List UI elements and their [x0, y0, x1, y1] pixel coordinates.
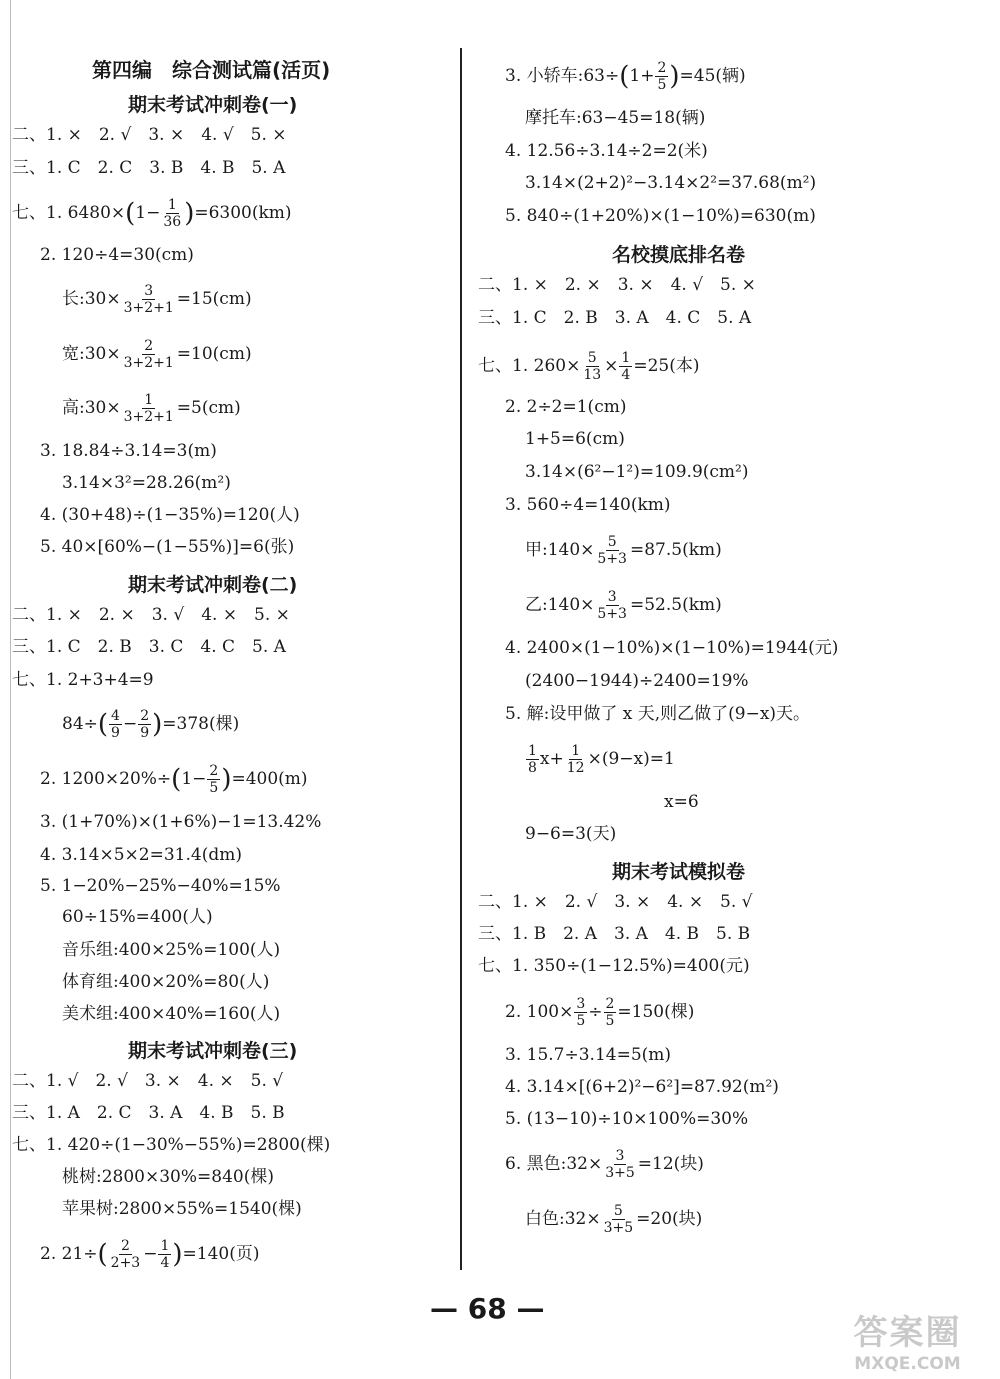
exam1-title: 期末考试冲刺卷(一): [128, 94, 298, 116]
page-edge: [10, 0, 11, 1379]
fraction: $\frac{1}{8}$: [528, 743, 537, 776]
exam3-q1-apple: 苹果树:2800×55%=1540(棵): [62, 1199, 302, 1219]
exam3-q1-peach: 桃树:2800×30%=840(棵): [62, 1167, 274, 1187]
fraction: $\frac{3}{3+2+1}$: [123, 283, 174, 316]
fraction: $\frac{2}{5}$: [209, 763, 219, 796]
exam2-q3: 3. (1+70%)×(1+6%)−1=13.42%: [40, 812, 322, 832]
exam3-title: 期末考试冲刺卷(三): [128, 1040, 298, 1062]
exam2-title: 期末考试冲刺卷(二): [128, 574, 298, 596]
column-divider: [460, 48, 462, 1270]
fraction: $\frac{5}{13}$: [583, 350, 602, 383]
mingxiao-title: 名校摸底排名卷: [612, 244, 746, 266]
exam2-q5-sports: 体育组:400×20%=80(人): [62, 972, 270, 992]
fraction: $\frac{2}{2+3}$: [110, 1238, 141, 1271]
fraction: $\frac{1}{4}$: [621, 350, 631, 383]
fraction: $\frac{5}{5+3}$: [597, 534, 627, 567]
fraction: $\frac{2}{5}$: [605, 996, 615, 1029]
exam1-q4: 4. (30+48)÷(1−35%)=120(人): [40, 505, 300, 525]
fraction: $\frac{3}{3+5}$: [605, 1148, 635, 1181]
fraction: $\frac{3}{5}$: [576, 996, 586, 1029]
mingxiao-answers-3: 三、1. C 2. B 3. A 4. C 5. A: [478, 308, 752, 328]
exam1-q3-area: 3.14×3²=28.26(m²): [62, 473, 231, 493]
watermark-logo: 答案圈 MXQE.COM: [853, 1313, 962, 1374]
section-title: 第四编 综合测试篇(活页): [92, 58, 331, 82]
mingxiao-q3: 3. 560÷4=140(km): [505, 495, 671, 515]
fraction: $\frac{2}{3+2+1}$: [123, 338, 174, 371]
exam1-q3-motorbike: 摩托车:63−45=18(辆): [525, 108, 706, 128]
mingxiao-q3-jia: 甲:140× $\frac{5}{5+3}$ =87.5(km): [525, 534, 722, 567]
fraction: $\frac{1}{3+2+1}$: [123, 392, 174, 425]
mingxiao-q5-solution: x=6: [664, 792, 699, 812]
exam2-q2: 2. 1200×20%÷(1− $\frac{2}{5}$ )=400(m): [40, 763, 308, 796]
exam2-q1: 七、1. 2+3+4=9: [12, 670, 154, 690]
moni-q6-black: 6. 黑色:32× $\frac{3}{3+5}$ =12(块): [505, 1148, 704, 1181]
fraction: $\frac{2}{5}$: [657, 60, 667, 93]
exam2-q4: 4. 3.14×5×2=31.4(dm): [40, 845, 242, 865]
exam3-q1: 七、1. 420÷(1−30%−55%)=2800(棵): [12, 1135, 331, 1155]
exam2-q5-music: 音乐组:400×25%=100(人): [62, 940, 281, 960]
exam2-answers-2: 二、1. × 2. × 3. √ 4. × 5. ×: [12, 605, 290, 625]
exam1-q2-height: 高:30× $\frac{1}{3+2+1}$ =5(cm): [62, 392, 241, 425]
exam2-q5: 5. 1−20%−25%−40%=15%: [40, 876, 281, 896]
mingxiao-q4: 4. 2400×(1−10%)×(1−10%)=1944(元): [505, 638, 839, 658]
moni-title: 期末考试模拟卷: [612, 861, 746, 883]
fraction: $\frac{2}{9}$: [140, 708, 150, 741]
exam1-q3: 3. 18.84÷3.14=3(m): [40, 441, 217, 461]
exam1-q4-area: 3.14×(2+2)²−3.14×2²=37.68(m²): [525, 173, 817, 193]
mingxiao-q4-b: (2400−1944)÷2400=19%: [525, 671, 749, 691]
mingxiao-q5-equation: $\frac{1}{8}$ x+ $\frac{1}{12}$ ×(9−x)=1: [528, 743, 675, 776]
fraction: $\frac{1}{36}$: [163, 197, 182, 230]
exam2-q5-total: 60÷15%=400(人): [62, 907, 213, 927]
exam1-q5-cont: 5. 840÷(1+20%)×(1−10%)=630(m): [505, 206, 816, 226]
moni-q5: 5. (13−10)÷10×100%=30%: [505, 1109, 749, 1129]
moni-q1: 七、1. 350÷(1−12.5%)=400(元): [478, 956, 750, 976]
exam1-q5: 5. 40×[60%−(1−55%)]=6(张): [40, 537, 295, 557]
mingxiao-q2-c: 3.14×(6²−1²)=109.9(cm²): [525, 462, 749, 482]
moni-q4: 4. 3.14×[(6+2)²−6²]=87.92(m²): [505, 1077, 779, 1097]
moni-q2: 2. 100× $\frac{3}{5}$ ÷ $\frac{2}{5}$ =150(棵): [505, 996, 695, 1029]
mingxiao-q2-b: 1+5=6(cm): [525, 429, 625, 449]
exam2-q5-art: 美术组:400×40%=160(人): [62, 1004, 281, 1024]
fraction: $\frac{5}{3+5}$: [603, 1203, 634, 1236]
exam1-q2-length: 长:30× $\frac{3}{3+2+1}$ =15(cm): [62, 283, 252, 316]
page-number: — 68 —: [430, 1292, 545, 1325]
moni-q6-white: 白色:32× $\frac{5}{3+5}$ =20(块): [525, 1203, 703, 1236]
exam1-answers-2: 二、1. × 2. √ 3. × 4. √ 5. ×: [12, 125, 287, 145]
mingxiao-answers-2: 二、1. × 2. × 3. × 4. √ 5. ×: [478, 275, 756, 295]
fraction: $\frac{3}{5+3}$: [597, 589, 627, 622]
exam2-answers-3: 三、1. C 2. B 3. C 4. C 5. A: [12, 637, 286, 657]
mingxiao-q3-yi: 乙:140× $\frac{3}{5+3}$ =52.5(km): [525, 589, 722, 622]
exam1-q2: 2. 120÷4=30(cm): [40, 245, 194, 265]
fraction: $\frac{1}{4}$: [160, 1238, 170, 1271]
exam1-q3-car: 3. 小轿车:63÷(1+ $\frac{2}{5}$ )=45(辆): [505, 60, 746, 93]
moni-q3: 3. 15.7÷3.14=5(m): [505, 1045, 672, 1065]
exam1-answers-3: 三、1. C 2. C 3. B 4. B 5. A: [12, 158, 286, 178]
moni-answers-3: 三、1. B 2. A 3. A 4. B 5. B: [478, 924, 751, 944]
mingxiao-q2: 2. 2÷2=1(cm): [505, 397, 627, 417]
moni-answers-2: 二、1. × 2. √ 3. × 4. × 5. √: [478, 892, 753, 912]
exam1-q4-cont: 4. 12.56÷3.14÷2=2(米): [505, 141, 708, 161]
mingxiao-q1: 七、1. 260× $\frac{5}{13}$ × $\frac{1}{4}$ =25(本): [478, 350, 700, 383]
exam1-q1: 七、1. 6480×(1− $\frac{1}{36}$ )=6300(km): [12, 197, 292, 230]
exam3-q2: 2. 21÷( $\frac{2}{2+3}$ − $\frac{1}{4}$ )=140(页): [40, 1238, 260, 1271]
exam1-q2-width: 宽:30× $\frac{2}{3+2+1}$ =10(cm): [62, 338, 252, 371]
fraction: $\frac{1}{12}$: [566, 743, 585, 776]
exam2-q1-calc: 84÷( $\frac{4}{9}$ − $\frac{2}{9}$ )=378(棵): [62, 708, 240, 741]
exam3-answers-3: 三、1. A 2. C 3. A 4. B 5. B: [12, 1103, 285, 1123]
fraction: $\frac{4}{9}$: [111, 708, 120, 741]
mingxiao-q5: 5. 解:设甲做了 x 天,则乙做了(9−x)天。: [505, 704, 811, 724]
exam3-answers-2: 二、1. √ 2. √ 3. × 4. × 5. √: [12, 1071, 284, 1091]
mingxiao-q5-answer: 9−6=3(天): [525, 824, 617, 844]
